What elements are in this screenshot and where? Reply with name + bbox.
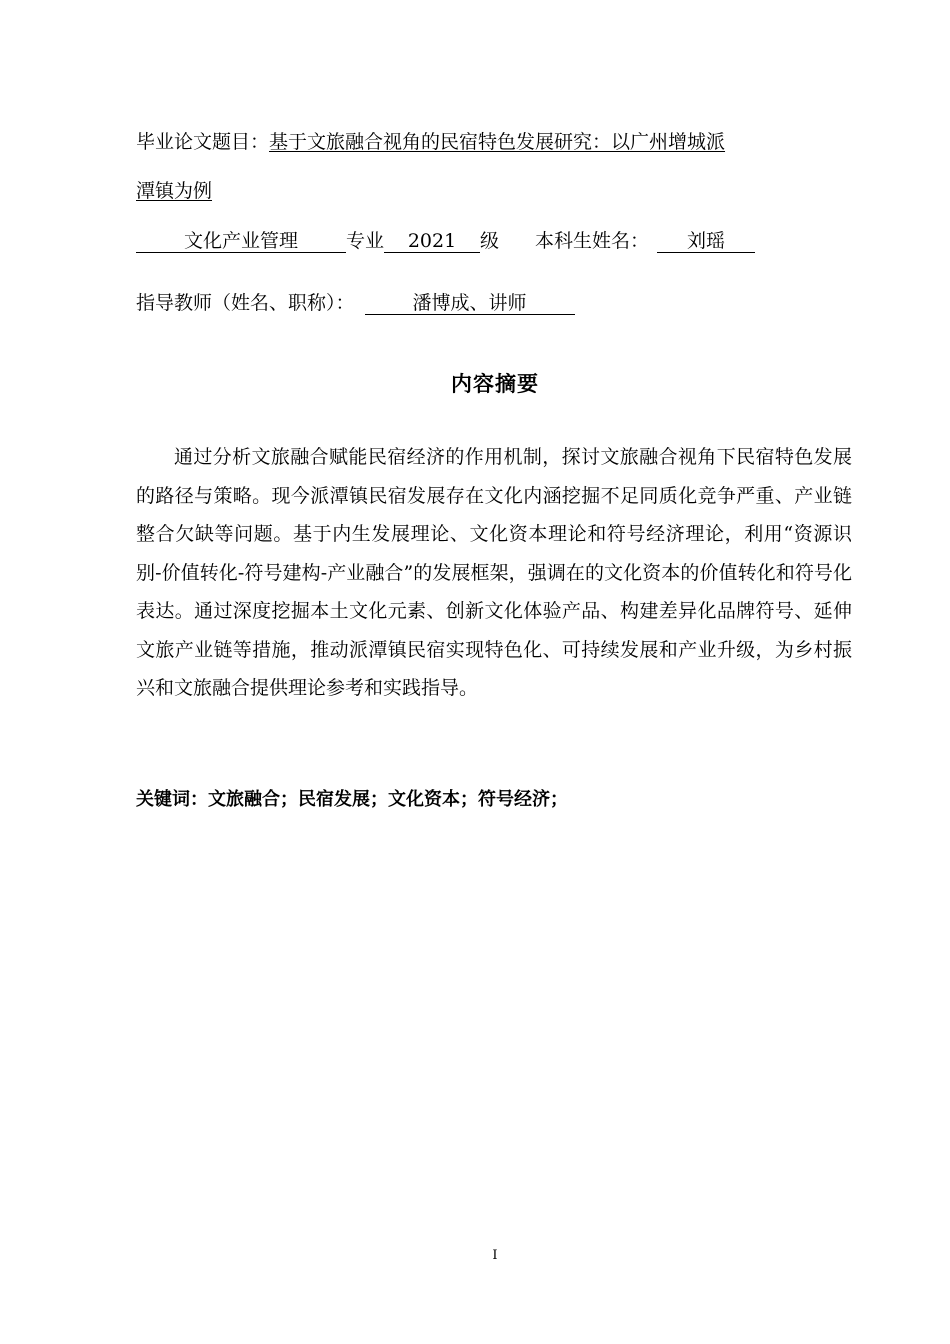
keywords-text: 文旅融合；民宿发展；文化资本；符号经济； bbox=[208, 789, 568, 810]
student-info-line bbox=[136, 228, 755, 254]
thesis-title-text: 基于文旅融合视角的民宿特色发展研究：以广州增城派 bbox=[269, 131, 726, 153]
thesis-title-line-2 bbox=[136, 178, 212, 204]
keywords-line bbox=[136, 786, 568, 814]
keywords-label: 关键词： bbox=[136, 789, 208, 810]
abstract-body: 通过分析文旅融合赋能民宿经济的作用机制，探讨文旅融合视角下民宿特色发展的路径与策略。现今派潭镇民宿发展存在文化内涵挖掘不足同质化竞争严重、产业链整合欠缺等问题。基于内生发展理论、文化资本理论和符号经济理论，利用“资源识别-价值转化-符号建构-产业融合”的发展框架，强调在的文化资本的价值转化和符号化表达。通过深度挖掘本土文化元素、创新文化体验产品、构建差异化品牌符号、延伸文旅产业链等措施，推动派潭镇民宿实现特色化、可持续发展和产业升级，为乡村振兴和文旅融合提供理论参考和实践指导。 bbox=[136, 446, 852, 699]
advisor-field: 潘博成、讲师 bbox=[365, 292, 575, 315]
thesis-title-text-continued: 潭镇为例 bbox=[136, 180, 213, 202]
thesis-title-line-1 bbox=[136, 129, 725, 155]
grade-field: 2021 bbox=[384, 230, 480, 253]
student-name-field: 刘瑶 bbox=[657, 230, 755, 253]
major-field: 文化产业管理 bbox=[136, 230, 346, 253]
major-suffix: 专业 bbox=[346, 230, 385, 252]
abstract-heading: 内容摘要 bbox=[451, 372, 539, 396]
advisor-label: 指导教师（姓名、职称）： bbox=[136, 292, 355, 314]
advisor-line bbox=[136, 290, 575, 316]
page-number: I bbox=[492, 1248, 498, 1263]
thesis-title-label: 毕业论文题目： bbox=[136, 131, 270, 153]
grade-suffix: 级 bbox=[480, 230, 500, 252]
student-name-label: 本科生姓名： bbox=[535, 230, 650, 252]
